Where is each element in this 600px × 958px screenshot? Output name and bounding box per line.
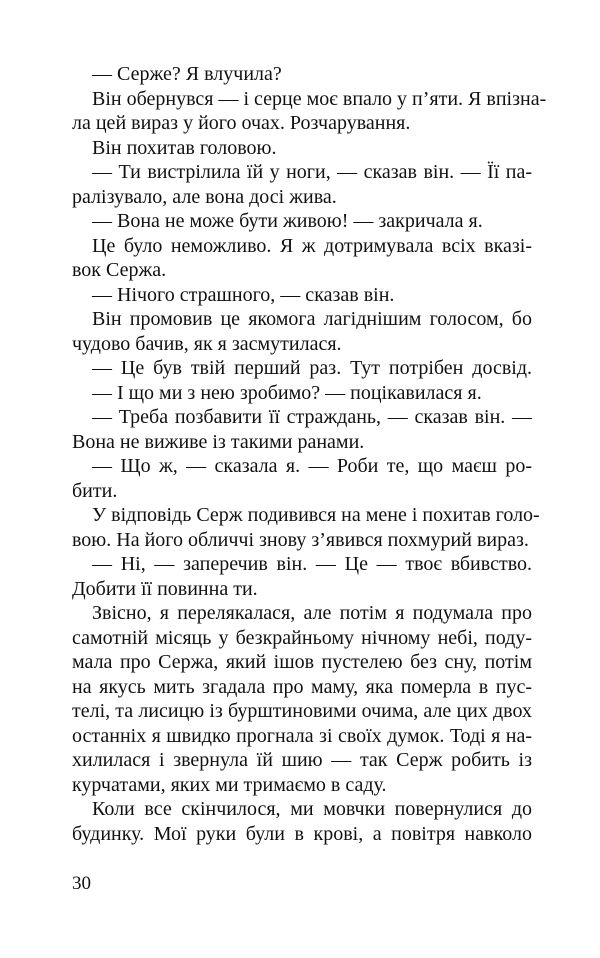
text-line: чудово бачив, як я засмутилася. [72,332,342,355]
text-line: будинку. Мої руки були в крові, а повітря навколо [72,822,532,845]
text-line: — Серже? Я влучила? [92,63,282,85]
text-line: курчатами, яких ми тримаємо в саду. [72,773,387,796]
text-line: Вона не виживе із такими ранами. [72,430,365,453]
text-line: — Вона не може бути живою! — закричала я. [92,210,483,232]
text-line: Він похитав головою. [92,136,277,159]
text-line: Це було неможливо. Я ж дотримувала всіх вказі- [92,234,532,257]
text-line: на якусь мить згадала про маму, яка померла в пус- [72,675,532,698]
text-line: вок Сержа. [72,259,167,281]
text-line: останніх я швидко прогнала зі своїх думок. Тоді я на- [72,724,532,747]
text-line: — І що ми з нею зробимо? — поцікавилася я. [92,381,482,404]
text-line: самотній місяць у безкрайньому нічному небі, поду- [72,626,532,649]
text-line: Він промовив це якомога лагіднішим голосом, бо [92,308,532,330]
text-line: Він обернувся — і серце моє впало у п’яти. Я впізна- [92,87,547,110]
page-number: 30 [72,873,91,894]
text-line: — Це був твій перший раз. Тут потрібен досвід. [92,357,532,379]
text-line: Коли все скінчилося, ми мовчки повернулися до [92,798,532,820]
text-line: Добити її повинна ти. [72,577,258,600]
text-line: мала про Сержа, який ішов пустелею без сну, потім [72,651,532,673]
text-line: — Ти вистрілила їй у ноги, — сказав він. — Її па- [92,161,532,183]
text-line: Звісно, я перелякалася, але потім я подумала про [92,602,532,624]
text-line: — Що ж, — сказала я. — Роби те, що маєш ро- [92,455,532,477]
text-line: телі, та лисицю із бурштиновими очима, але цих двох [72,700,532,722]
body-text [72,62,547,846]
text-line: бити. [72,479,118,502]
text-line: вою. На його обличчі знову з’явився похмурий вираз. [72,528,529,551]
text-line: — Ні, — заперечив він. — Це — твоє вбивство. [92,553,532,575]
text-line: У відповідь Серж подивився на мене і похитав голо- [92,504,540,526]
text-line: ла цей вираз у його очах. Розчарування. [72,112,411,134]
text-line: — Нічого страшного, — сказав він. [92,283,395,306]
text-line: хилилася і звернула їй шию — так Серж робить із [72,749,532,771]
text-line: ралізувало, але вона досі жива. [72,185,337,208]
text-line: — Треба позбавити її страждань, — сказав він. — [92,406,532,428]
